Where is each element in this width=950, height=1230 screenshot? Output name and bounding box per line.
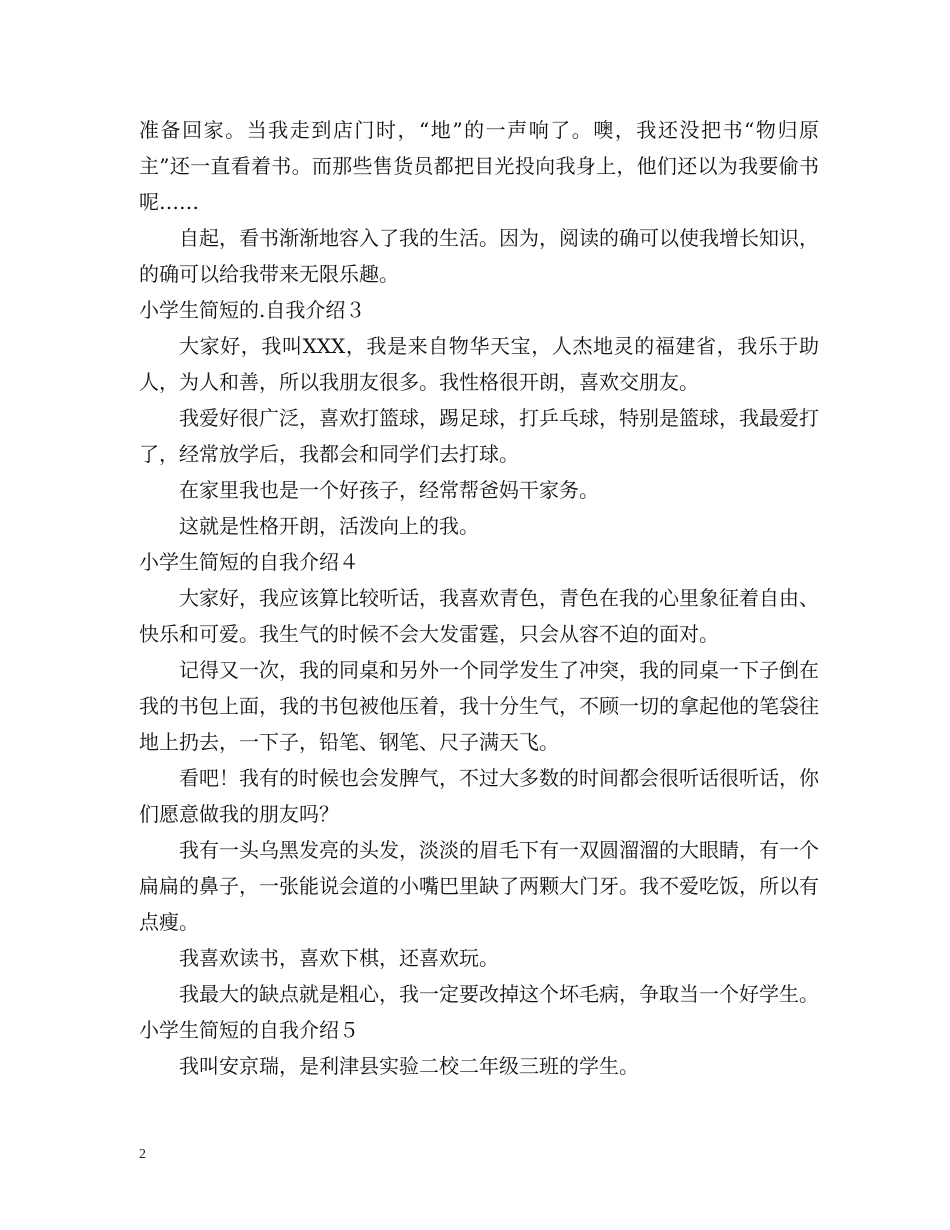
- paragraph-3: 大家好，我叫XXX，我是来自物华天宝，人杰地灵的福建省，我乐于助人，为人和善，所以我朋友很多。我性格很开朗，喜欢交朋友。: [139, 334, 819, 394]
- section-heading-4: 小学生简短的自我介绍４: [139, 550, 359, 574]
- paragraph-12: 我最大的缺点就是粗心，我一定要改掉这个坏毛病，争取当一个好学生。: [179, 982, 819, 1006]
- section-heading-3: 小学生简短的.自我介绍３: [139, 298, 366, 322]
- section-heading-5: 小学生简短的自我介绍５: [139, 1018, 359, 1042]
- paragraph-9: 看吧！我有的时候也会发脾气，不过大多数的时间都会很听话很听话，你们愿意做我的朋友吗？: [139, 766, 819, 826]
- paragraph-4: 我爱好很广泛，喜欢打篮球，踢足球，打乒乓球，特别是篮球，我最爱打了，经常放学后，我都会和同学们去打球。: [139, 406, 819, 466]
- paragraph-11: 我喜欢读书，喜欢下棋，还喜欢玩。: [179, 946, 499, 970]
- paragraph-1: 准备回家。当我走到店门时，“地”的一声响了。噢，我还没把书“物归原主”还一直看着书。而那些售货员都把目光投向我身上，他们还以为我要偷书呢……: [139, 118, 819, 214]
- document-body: [139, 112, 819, 1084]
- paragraph-8: 记得又一次，我的同桌和另外一个同学发生了冲突，我的同桌一下子倒在我的书包上面，我的书包被他压着，我十分生气，不顾一切的拿起他的笔袋往地上扔去，一下子，铅笔、钢笔、尺子满天飞。: [139, 658, 819, 754]
- paragraph-2: 自起，看书渐渐地容入了我的生活。因为，阅读的确可以使我增长知识，的确可以给我带来无限乐趣。: [139, 226, 819, 286]
- paragraph-5: 在家里我也是一个好孩子，经常帮爸妈干家务。: [179, 478, 599, 502]
- page-number: 2: [139, 1147, 146, 1162]
- paragraph-10: 我有一头乌黑发亮的头发，淡淡的眉毛下有一双圆溜溜的大眼睛，有一个扁扁的鼻子，一张能说会道的小嘴巴里缺了两颗大门牙。我不爱吃饭，所以有点瘦。: [139, 838, 819, 934]
- paragraph-13: 我叫安京瑞，是利津县实验二校二年级三班的学生。: [179, 1054, 639, 1078]
- paragraph-6: 这就是性格开朗，活泼向上的我。: [179, 514, 479, 538]
- paragraph-7: 大家好，我应该算比较听话，我喜欢青色，青色在我的心里象征着自由、快乐和可爱。我生气的时候不会大发雷霆，只会从容不迫的面对。: [139, 586, 819, 646]
